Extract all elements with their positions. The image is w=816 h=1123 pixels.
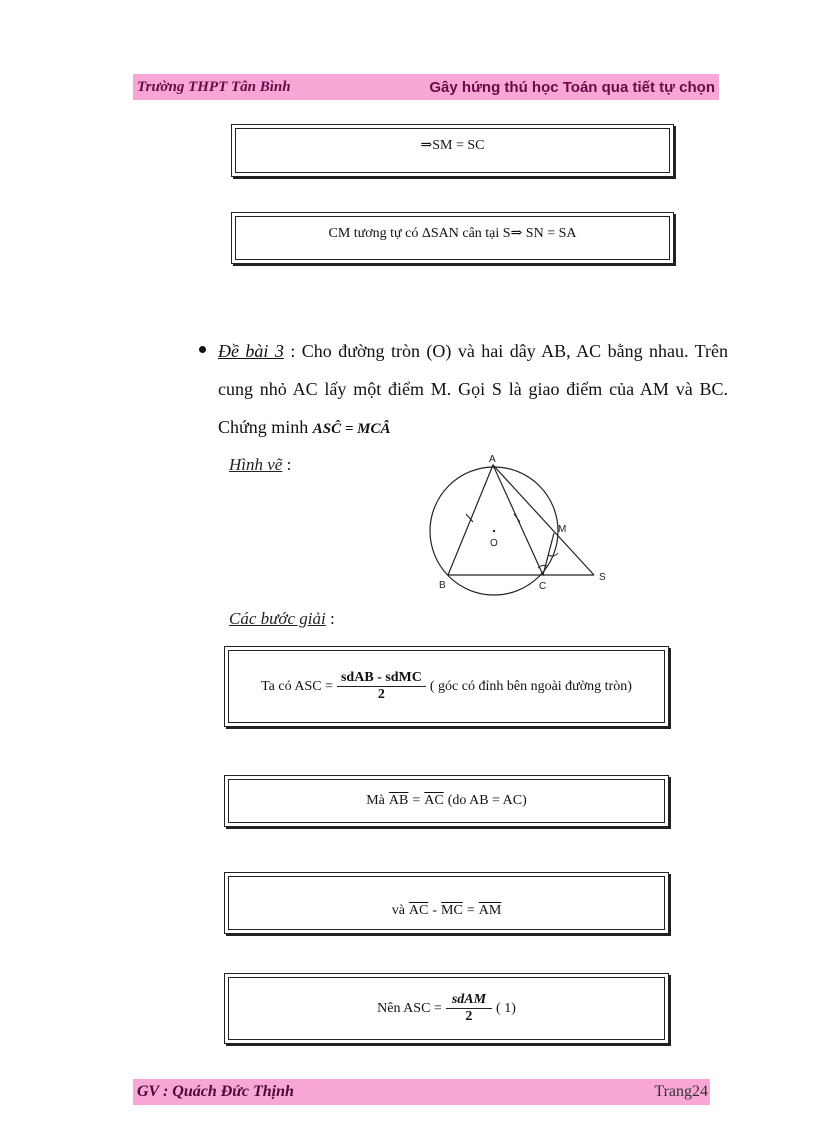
bullet-icon bbox=[199, 346, 206, 353]
line-cm bbox=[543, 533, 554, 575]
step3-arc-mc: $\overline{MC}$ bbox=[441, 903, 463, 918]
school-name: Trường THPT Tân Bình bbox=[137, 78, 291, 95]
figure-label: Hình vẽ : bbox=[229, 455, 292, 474]
step2-arc-a: $\overline{AB}$ bbox=[388, 793, 409, 808]
problem-label: Đề bài 3 bbox=[218, 341, 284, 361]
step1-prefix: Ta có ASC = bbox=[261, 678, 333, 694]
page-header bbox=[133, 74, 719, 100]
problem-text: : Cho đường tròn (O) và hai dây AB, AC bằng nhau. Trên cung nhỏ AC lấy một điểm M. Gọi S là giao điểm của AM và BC. Chứng minh bbox=[218, 341, 728, 437]
step1-denominator: 2 bbox=[377, 687, 385, 702]
step4-prefix: Nên ASC = bbox=[377, 1000, 442, 1016]
step-box-1 bbox=[224, 646, 669, 727]
triangle-abc bbox=[448, 465, 543, 575]
step1-numerator: sdAB - sdMC bbox=[337, 670, 426, 687]
step3-arc-am: $\overline{AM}$ bbox=[478, 903, 502, 918]
label-m: M bbox=[558, 524, 567, 535]
label-s: S bbox=[599, 572, 606, 583]
problem-claim: ASĈ = MCÂ bbox=[312, 421, 391, 437]
step4-suffix: ( 1) bbox=[496, 1000, 516, 1016]
steps-label: Các bước giải : bbox=[229, 609, 335, 628]
box-text: ⇒SM = SC bbox=[420, 138, 485, 153]
step3-prefix: và bbox=[391, 903, 405, 918]
tick-ac bbox=[514, 514, 520, 522]
step2-prefix: Mà bbox=[366, 793, 385, 808]
step2-suffix: (do AB = AC) bbox=[447, 793, 527, 808]
box-text: CM tương tự có ΔSAN cân tại S⇒ SN = SA bbox=[328, 225, 577, 241]
geometry-figure bbox=[420, 448, 620, 598]
step1-suffix: ( góc có đỉnh bên ngoài đường tròn) bbox=[429, 678, 632, 694]
header-title: Gây hứng thú học Toán qua tiết tự chọn bbox=[429, 78, 715, 96]
step4-numerator: sdAM bbox=[446, 992, 492, 1009]
step-box-3: và $\overline{AC}$ - $\overline{MC}$ = $\overline{AM}$ bbox=[224, 872, 669, 934]
label-c: C bbox=[539, 581, 547, 592]
label-o: O bbox=[490, 538, 498, 549]
step-box-4 bbox=[224, 973, 669, 1044]
teacher-name: GV : Quách Đức Thịnh bbox=[137, 1083, 294, 1100]
label-b: B bbox=[439, 580, 446, 591]
step3-arc-ac: $\overline{AC}$ bbox=[408, 903, 429, 918]
center-dot bbox=[493, 530, 495, 532]
step2-arc-b: $\overline{AC}$ bbox=[424, 793, 444, 808]
problem-statement bbox=[218, 332, 728, 448]
page-footer bbox=[133, 1079, 710, 1105]
line-as bbox=[493, 465, 594, 575]
result-box-cm bbox=[231, 212, 674, 264]
step-box-2: Mà $\overline{AB}$ = $\overline{AC}$ (do AB = AC) bbox=[224, 775, 669, 827]
step4-denominator: 2 bbox=[465, 1009, 473, 1024]
label-a: A bbox=[489, 454, 496, 465]
result-box-sm-sc bbox=[231, 124, 674, 177]
page-number: Trang24 bbox=[654, 1083, 708, 1100]
